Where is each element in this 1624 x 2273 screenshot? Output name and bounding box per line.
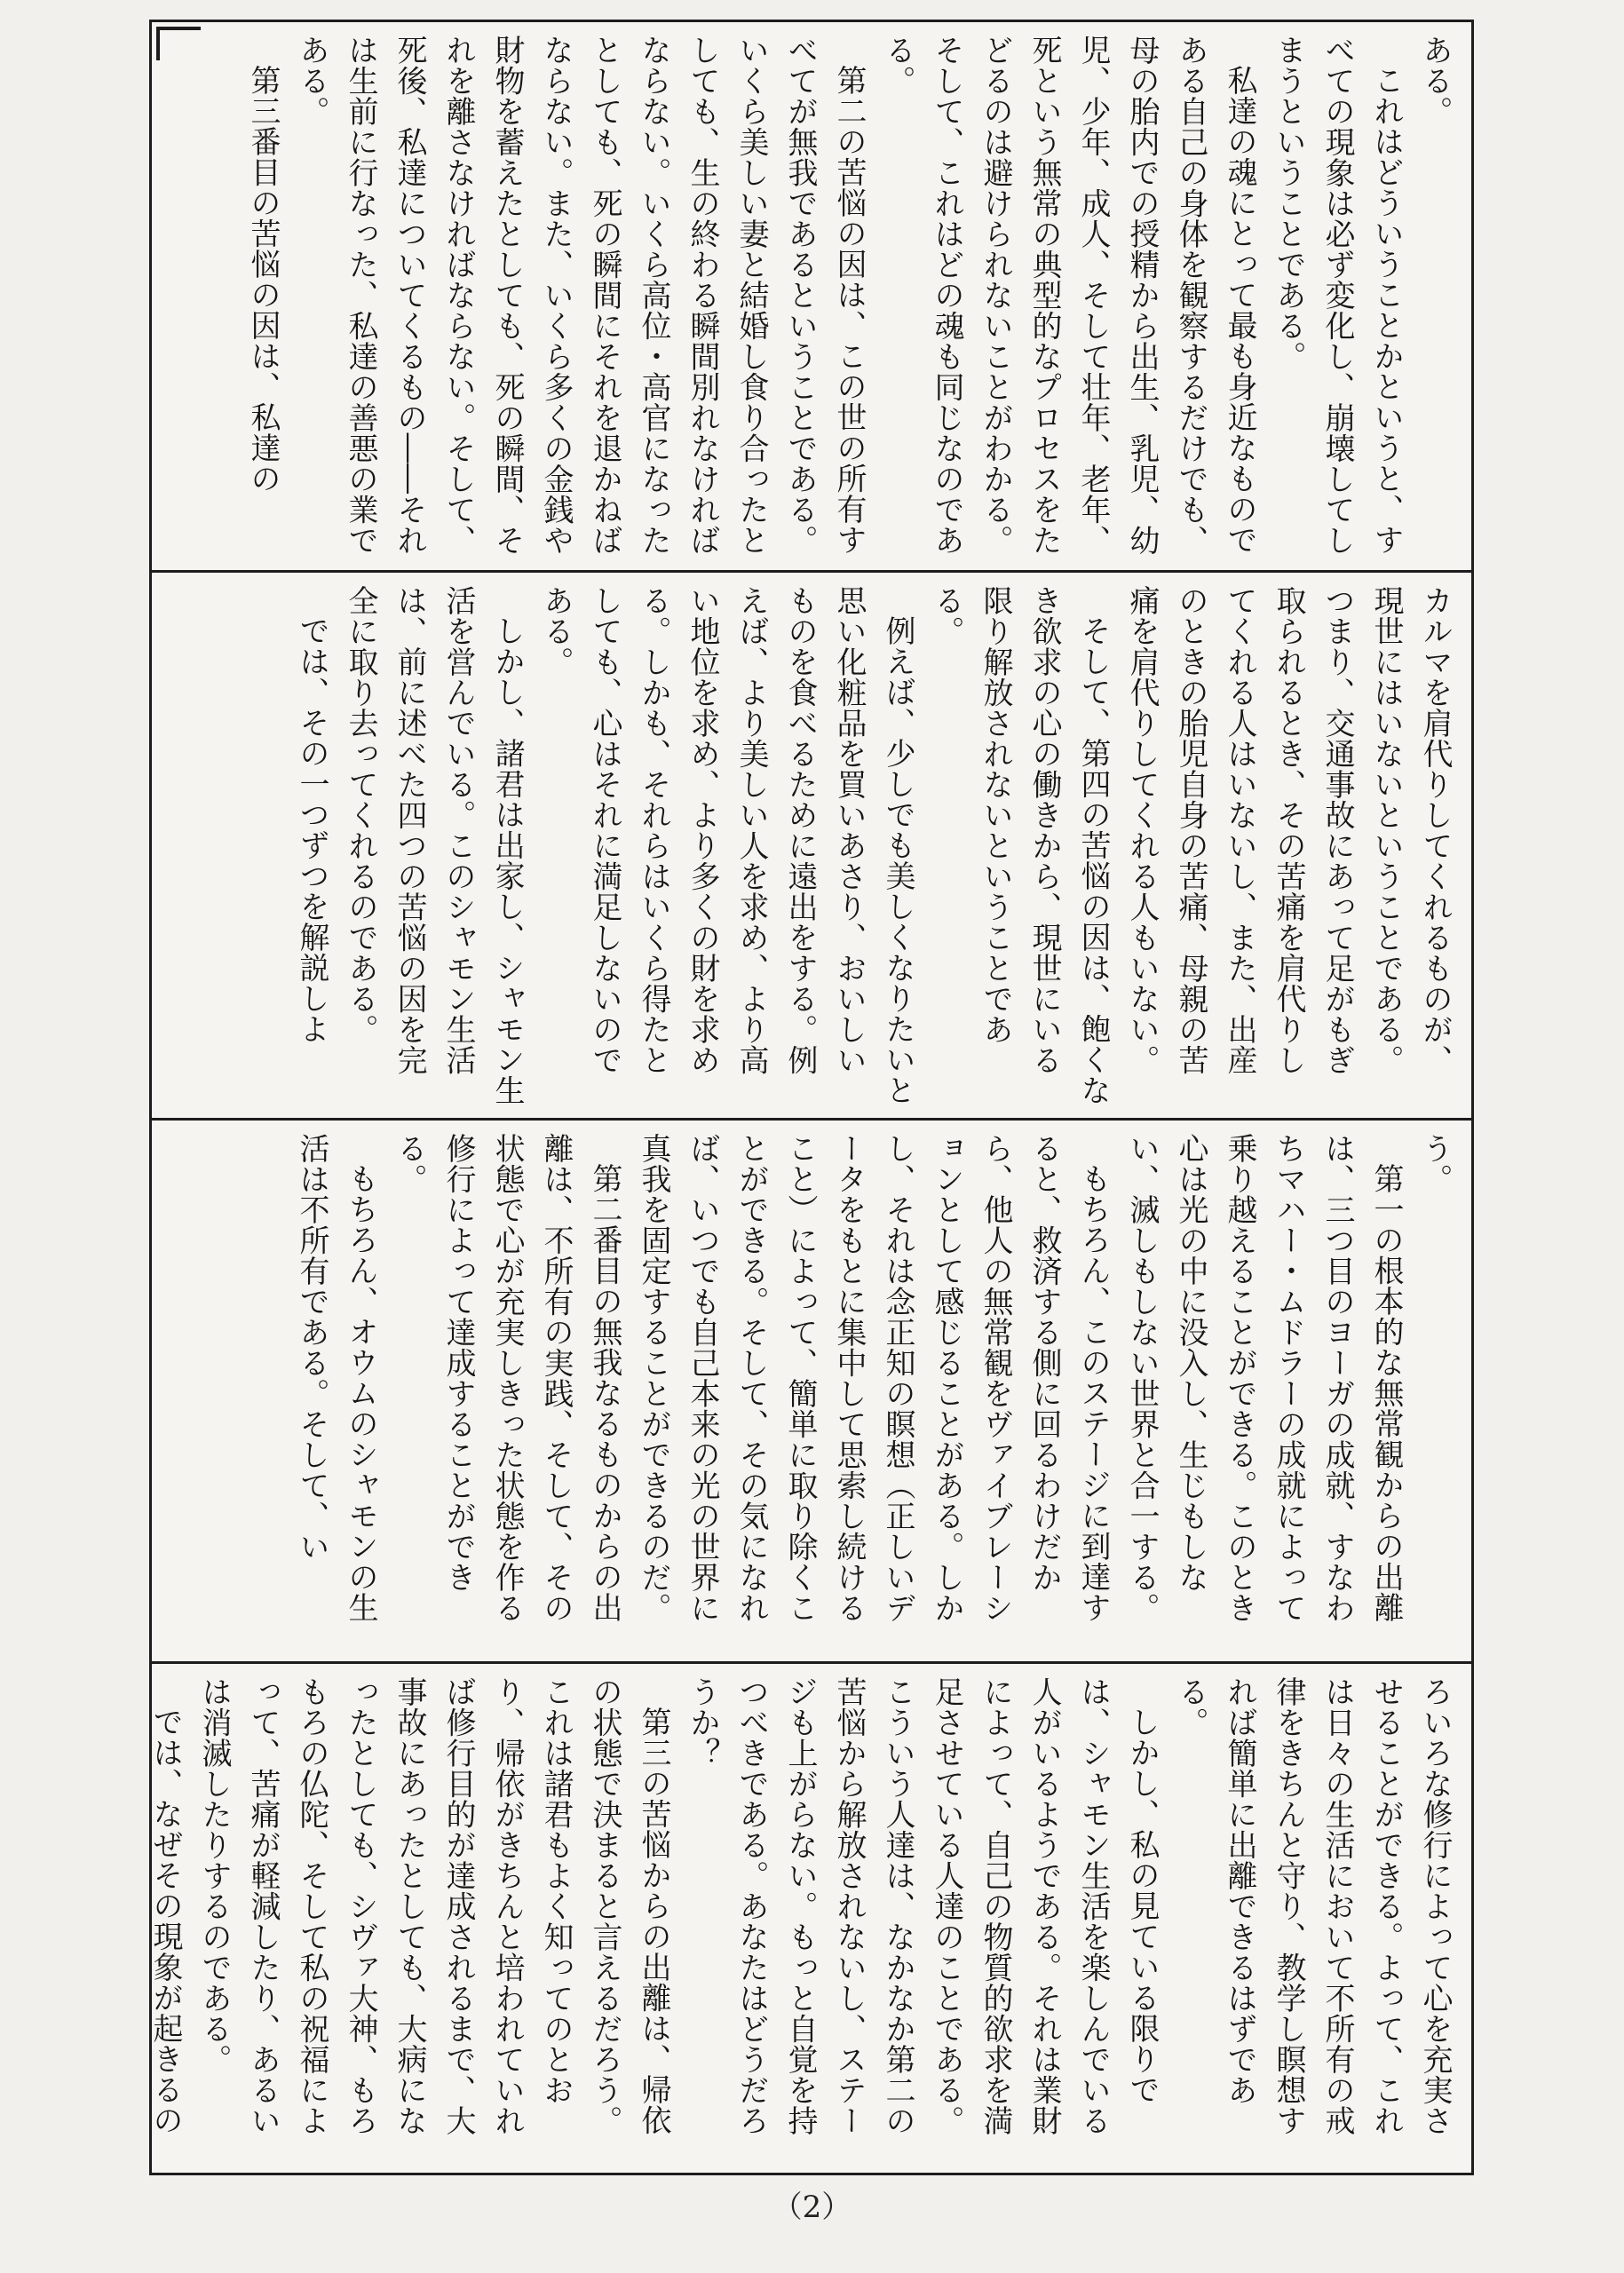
paragraph: では、その一つずつを解説しよ (294, 615, 329, 1044)
paragraph: しかし、諸君は出家し、シャモン生活を営んでいる。このシャモン生活は、前に述べた四つの苦悩の因を完全に取り去ってくれるのである。 (343, 585, 525, 1105)
paragraph: ろいろな修行によって心を充実させることができる。よって、これは日々の生活において不所有の戒律をきちんと守り、教学し瞑想すれば簡単に出離できるはずである。 (1173, 1676, 1453, 2136)
paragraph: もちろん、このステージに到達すると、救済する側に回るわけだから、他人の無常観をヴァイブレーションとして感じることがある。しかし、それは念正知の瞑想（正しいデータをもとに集中して思索し続けること）によって、簡単に取り除くことができる。そして、その気になれば、いつでも自己本来の光の世界に真我を固定することができるのだ。 (636, 1133, 1111, 1623)
paragraph: では、なぜその現象が起きるの (147, 1707, 183, 2135)
vertical-text-block (164, 1133, 1459, 1649)
vertical-text-block (147, 1676, 1459, 2160)
vertical-text-block (164, 35, 1459, 558)
paragraph: 第二の苦悩の因は、この世の所有すべてが無我であるということである。いくら美しい妻と結婚し食り合ったとしても、生の終わる瞬間別れなければならない。いくら高位・高官になったとしても、死の瞬間にそれを退かねばならない。また、いくら多くの金銭や財物を蓄えたとしても、死の瞬間、それを離さなければならない。そして、死後、私達についてくるもの――それは生前に行なった、私達の善悪の業である。 (294, 35, 867, 556)
paragraph: 第一の根本的な無常観からの出離は、三つ目のヨーガの成就、すなわちマハー・ムドラーの成就によって乗り越えることができる。このとき心は光の中に没入し、生じもしない、滅しもしない世界と合一する。 (1124, 1133, 1404, 1623)
text-tier-2 (152, 573, 1471, 1121)
paragraph: これはどういうことかというと、すべての現象は必ず変化し、崩壊してしまうということである。 (1271, 35, 1404, 556)
paragraph: 第三の苦悩からの出離は、帰依の状態で決まると言えるだろう。これは諸君もよく知ってのとおり、帰依がきちんと培われていれば修行目的が達成されるまで、大事故にあったとしても、大病になったとしても、シヴァ大神、もろもろの仏陀、そして私の祝福によって、苦痛が軽減したり、あるいは消滅したりするのである。 (196, 1676, 671, 2136)
paragraph: カルマを肩代りしてくれるものが、現世にはいないということである。つまり、交通事故にあって足がもぎ取られるとき、その苦痛を肩代りしてくれる人はいないし、また、出産のときの胎児自身の苦痛、母親の苦痛を肩代りしてくれる人もいない。 (1124, 585, 1453, 1075)
corner-mark (156, 27, 201, 60)
page-frame (149, 20, 1474, 2175)
text-tier-3 (152, 1121, 1471, 1664)
paragraph: 第二番目の無我なるものからの出離は、不所有の実践、そして、その状態で心が充実しきった状態を作る修行によって達成することができる。 (392, 1133, 622, 1623)
paragraph: 私達の魂にとって最も身近なものである自己の身体を観察するだけでも、母の胎内での授精から出生、乳児、幼児、少年、成人、そして壮年、老年、死という無常の典型的なプロセスをたどるのは避けられないことがわかる。そして、これはどの魂も同じなのである。 (880, 35, 1257, 556)
page-number: （2） (772, 2190, 852, 2225)
paragraph: しかし、私の見ている限りでは、シャモン生活を楽しんでいる人がいるようである。それは業財によって、自己の物質的欲求を満足させている人達のことである。こういう人達は、なかなか第二の苦悩から解放されないし、ステージも上がらない。もっと自覚を持つべきである。あなたはどうだろうか？ (685, 1676, 1160, 2136)
paragraph: ある。 (1417, 35, 1453, 127)
vertical-text-block (164, 585, 1459, 1105)
text-tier-4 (147, 1664, 1471, 2173)
text-tier-1 (152, 22, 1471, 573)
paragraph: 第三番目の苦悩の因は、私達の (245, 65, 281, 494)
paragraph: う。 (1417, 1133, 1453, 1194)
paragraph: そして、第四の苦悩の因は、飽くなき欲求の心の働きから、現世にいる限り解放されないということである。 (929, 585, 1111, 1105)
paragraph: もちろん、オウムのシャモンの生活は不所有である。そして、い (294, 1133, 378, 1623)
paragraph: 例えば、少しでも美しくなりたいと思い化粧品を買いあさり、おいしいものを食べるために遠出をする。例えば、より美しい人を求め、より高い地位を求め、より多くの財を求める。しかも、それらはいくら得たとしても、心はそれに満足しないのである。 (538, 585, 915, 1105)
